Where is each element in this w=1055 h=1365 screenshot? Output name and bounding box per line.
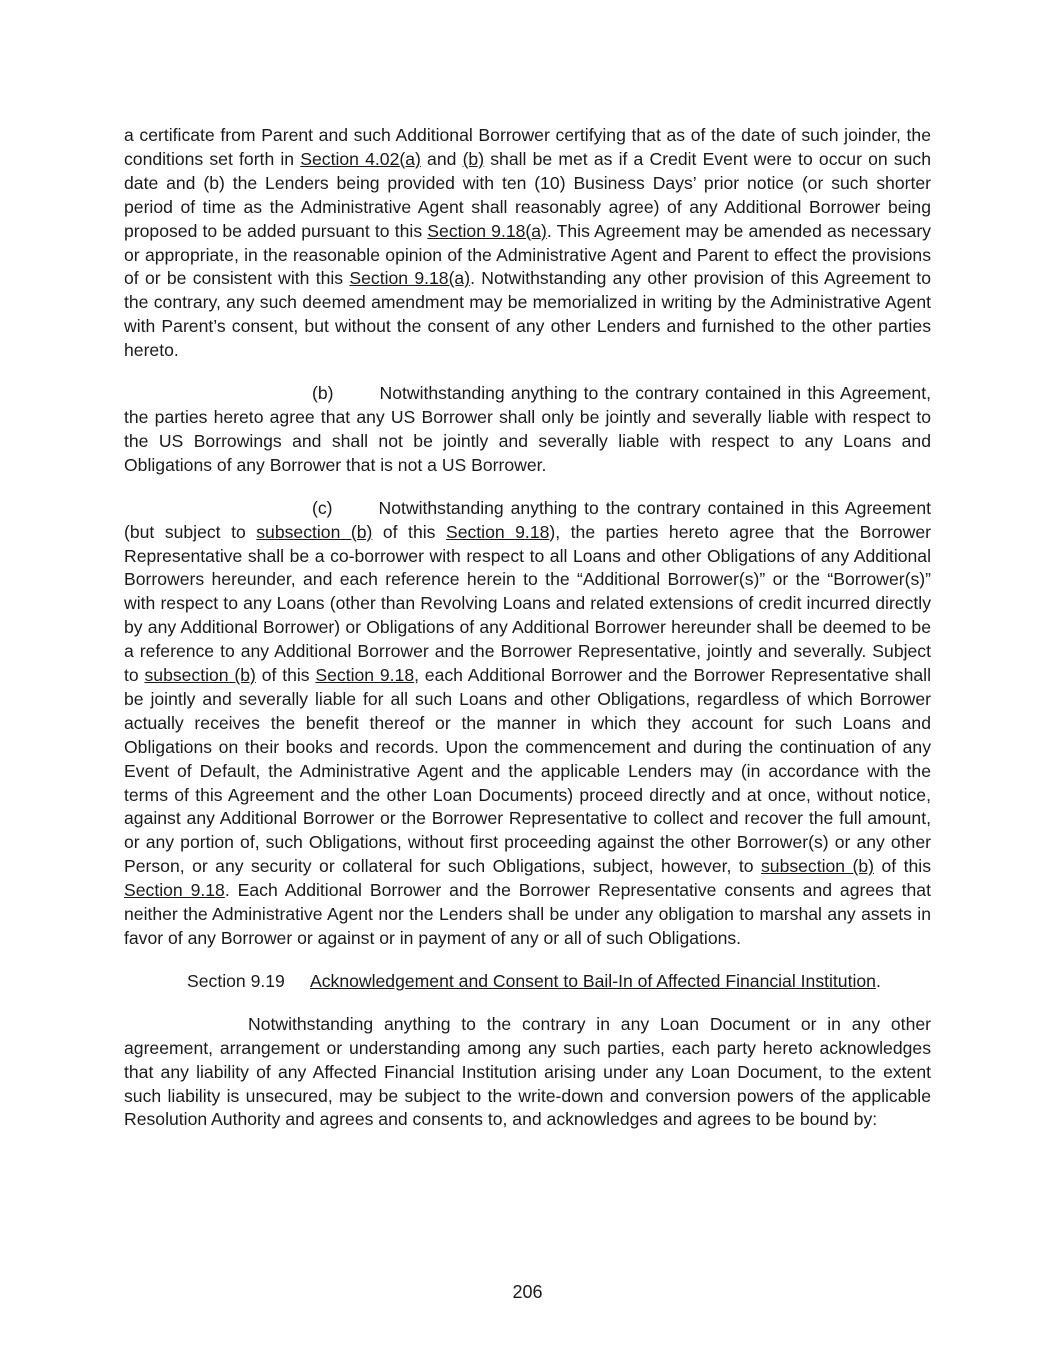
section-reference: Section 4.02(a) [300,148,421,169]
section-heading: Section 9.19 Acknowledgement and Consent to Bail-In of Affected Financial Institution. [124,970,931,994]
section-reference: subsection (b) [760,856,875,877]
paragraph-section-body: Notwithstanding anything to the contrary in any Loan Document or in any other agreement, arrangement or understanding among any such parties, each party hereto acknowledges that any liability of any Affected Financial Institution arising under any Loan Document, to the extent such liability is unsecured, may be subject to the write-down and conversion powers of the applicable Resolution Authority and agrees and consents to, and acknowledges and agrees to be bound by: [124,1013,931,1130]
section-reference: Section 9.18 [124,880,225,901]
paragraph-continuation: a certificate from Parent and such Additional Borrower certifying that as of the date of such joinder, the conditions set forth in Section 4.02(a) and (b) shall be met as if a Credit Event were to occur on such date and (b) the Lenders being provided with ten (10) Business Days’ prior notice (or such shorter period of time as the Administrative Agent shall reasonably agree) of any Additional Borrower being proposed to be added pursuant to this Section 9.18(a). This Agreement may be amended as necessary or appropriate, in the reasonable opinion of the Administrative Agent and Parent to effect the provisions of or be consistent with this Section 9.18(a). Notwithstanding any other provision of this Agreement to the contrary, any such deemed amendment may be memorialized in writing by the Administrative Agent with Parent’s consent, but without the consent of any other Lenders and furnished to the other parties hereto. [124,125,931,361]
section-number: Section 9.19 [187,970,285,991]
section-reference: Section 9.18(a) [349,268,471,289]
section-reference: subsection (b) [256,521,373,542]
clause-label: (c) [312,497,333,518]
section-reference: Section 9.18 [315,665,415,686]
section-reference: subsection (b) [144,665,256,686]
paragraph-b: (b) Notwithstanding anything to the contrary contained in this Agreement, the parties hereto agree that any US Borrower shall only be jointly and severally liable with respect to the US Borrowings and shall not be jointly and severally liable with respect to any Loans and Obligations of any Borrower that is not a US Borrower. [124,383,931,475]
document-page [124,124,931,1132]
section-reference: Section 9.18(a) [427,220,547,241]
paragraph-c: (c) Notwithstanding anything to the contrary contained in this Agreement (but subject to subsection (b) of this Section 9.18), the parties hereto agree that the Borrower Representative shall be a co-borrower with respect to all Loans and other Obligations of any Additional Borrowers hereunder, and each reference herein to the “Additional Borrower(s)” or the “Borrower(s)” with respect to any Loans (other than Revolving Loans and related extensions of credit incurred directly by any Additional Borrower) or Obligations of any Additional Borrower hereunder shall be deemed to be a reference to any Additional Borrower and the Borrower Representative, jointly and severally. Subject to subsection (b) of this Section 9.18, each Additional Borrower and the Borrower Representative shall be jointly and severally liable for all such Loans and other Obligations, regardless of which Borrower actually receives the benefit thereof or the manner in which they account for such Loans and Obligations on their books and records. Upon the commencement and during the continuation of any Event of Default, the Administrative Agent and the applicable Lenders may (in accordance with the terms of this Agreement and the other Loan Documents) proceed directly and at once, without notice, against any Additional Borrower or the Borrower Representative to collect and recover the full amount, or any portion of, such Obligations, without first proceeding against the other Borrower(s) or any other Person, or any security or collateral for such Obligations, subject, however, to subsection (b) of this Section 9.18. Each Additional Borrower and the Borrower Representative consents and agrees that neither the Administrative Agent nor the Lenders shall be under any obligation to marshal any assets in favor of any Borrower or against or in payment of any or all of such Obligations. [124,497,931,948]
section-reference: (b) [462,148,485,169]
section-reference: Section 9.18 [445,521,550,542]
page-number: 206 [512,1282,543,1302]
section-title: Acknowledgement and Consent to Bail-In of Affected Financial Institution [310,970,876,991]
clause-label: (b) [312,383,334,404]
